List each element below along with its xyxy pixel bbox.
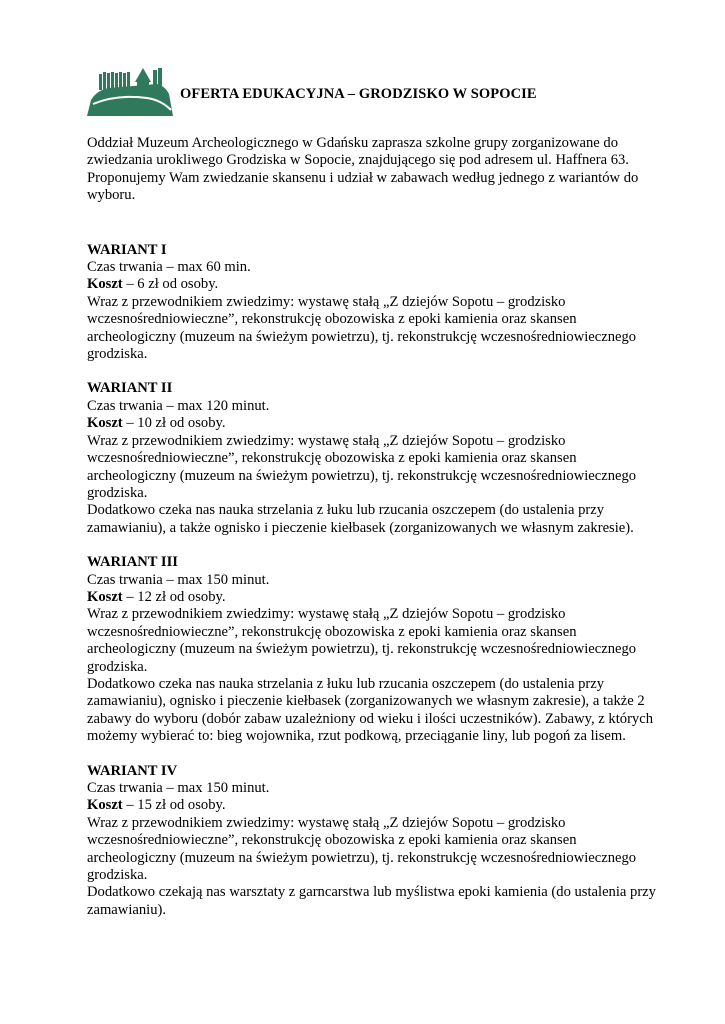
variant-section-4 bbox=[87, 763, 657, 920]
variant-section-3 bbox=[87, 554, 657, 745]
cost-value: – 6 zł od osoby. bbox=[122, 276, 219, 293]
cost-value: – 12 zł od osoby. bbox=[122, 588, 226, 605]
variant-duration: Czas trwania – max 150 minut. bbox=[87, 571, 270, 588]
intro-paragraph: Oddział Muzeum Archeologicznego w Gdańsku zaprasza szkolne grupy zorganizowane do zwiedzania urokliwego Grodziska w Sopocie, znajdującego się pod adresem ul. Haffnera 63. Proponujemy Wam zwiedzanie skansenu i udział w zabawach według jednego z wariantów do wyboru. bbox=[87, 135, 639, 204]
variant-description: Wraz z przewodnikiem zwiedzimy: wystawę stałą „Z dziejów Sopotu – grodzisko wczesnośredniowieczne”, rekonstrukcję obozowiska z epoki kamienia oraz skansen archeologiczny (muzeum na świeżym powietrzu), tj. rekonstrukcję wczesnośredniowiecznego grodziska. bbox=[87, 432, 637, 501]
variant-cost bbox=[87, 276, 657, 293]
cost-value: – 10 zł od osoby. bbox=[122, 415, 226, 432]
variant-cost bbox=[87, 797, 657, 814]
cost-label: Koszt bbox=[87, 276, 123, 293]
cost-label: Koszt bbox=[87, 415, 123, 432]
page-title: OFERTA EDUKACYJNA – GRODZISKO W SOPOCIE bbox=[180, 86, 537, 102]
variant-extra: Dodatkowo czeka nas nauka strzelania z łuku lub rzucania oszczepem (do ustalenia przy zamawianiu), a także ognisko i pieczenie kiełbasek (zorganizowanych we własnym zakresie). bbox=[87, 502, 634, 536]
cost-value: – 15 zł od osoby. bbox=[122, 797, 226, 814]
document-header bbox=[87, 64, 647, 116]
variant-duration: Czas trwania – max 150 minut. bbox=[87, 780, 270, 796]
variant-extra: Dodatkowo czekają nas warsztaty z garncarstwa lub myślistwa epoki kamienia (do ustalenia przy zamawianiu). bbox=[87, 884, 656, 918]
variant-section-2 bbox=[87, 380, 657, 537]
variant-duration: Czas trwania – max 120 minut. bbox=[87, 397, 270, 414]
variant-title: WARIANT IV bbox=[87, 762, 178, 779]
variant-cost bbox=[87, 589, 657, 606]
variant-title: WARIANT II bbox=[87, 380, 173, 397]
variant-title: WARIANT I bbox=[87, 241, 167, 258]
grodzisko-logo-icon bbox=[87, 64, 173, 116]
variant-duration: Czas trwania – max 60 min. bbox=[87, 259, 251, 276]
cost-label: Koszt bbox=[87, 797, 123, 814]
document-body bbox=[87, 135, 657, 936]
variant-cost bbox=[87, 415, 657, 432]
variant-section-1 bbox=[87, 242, 657, 364]
variant-extra: Dodatkowo czeka nas nauka strzelania z łuku lub rzucania oszczepem (do ustalenia przy zamawianiu), ognisko i pieczenie kiełbasek (zorganizowanych we własnym zakresie), a także 2 zabawy do wyboru (dobór zabaw uzależniony od wieku i ilości uczestników). Zabawy, z których możemy wybierać to: bieg wojownika, rzut podkową, przeciąganie liny, lub pogoń za lisem. bbox=[87, 675, 653, 745]
cost-label: Koszt bbox=[87, 588, 123, 605]
variant-title: WARIANT III bbox=[87, 554, 178, 571]
variant-description: Wraz z przewodnikiem zwiedzimy: wystawę stałą „Z dziejów Sopotu – grodzisko wczesnośredniowieczne”, rekonstrukcję obozowiska z epoki kamienia oraz skansen archeologiczny (muzeum na świeżym powietrzu), tj. rekonstrukcję wczesnośredniowiecznego grodziska. bbox=[87, 606, 637, 675]
variant-description: Wraz z przewodnikiem zwiedzimy: wystawę stałą „Z dziejów Sopotu – grodzisko wczesnośredniowieczne”, rekonstrukcję obozowiska z epoki kamienia oraz skansen archeologiczny (muzeum na świeżym powietrzu), tj. rekonstrukcję wczesnośredniowiecznego grodziska. bbox=[87, 293, 637, 363]
variant-description: Wraz z przewodnikiem zwiedzimy: wystawę stałą „Z dziejów Sopotu – grodzisko wczesnośredniowieczne”, rekonstrukcję obozowiska z epoki kamienia oraz skansen archeologiczny (muzeum na świeżym powietrzu), tj. rekonstrukcję wczesnośredniowiecznego grodziska. bbox=[87, 814, 637, 884]
